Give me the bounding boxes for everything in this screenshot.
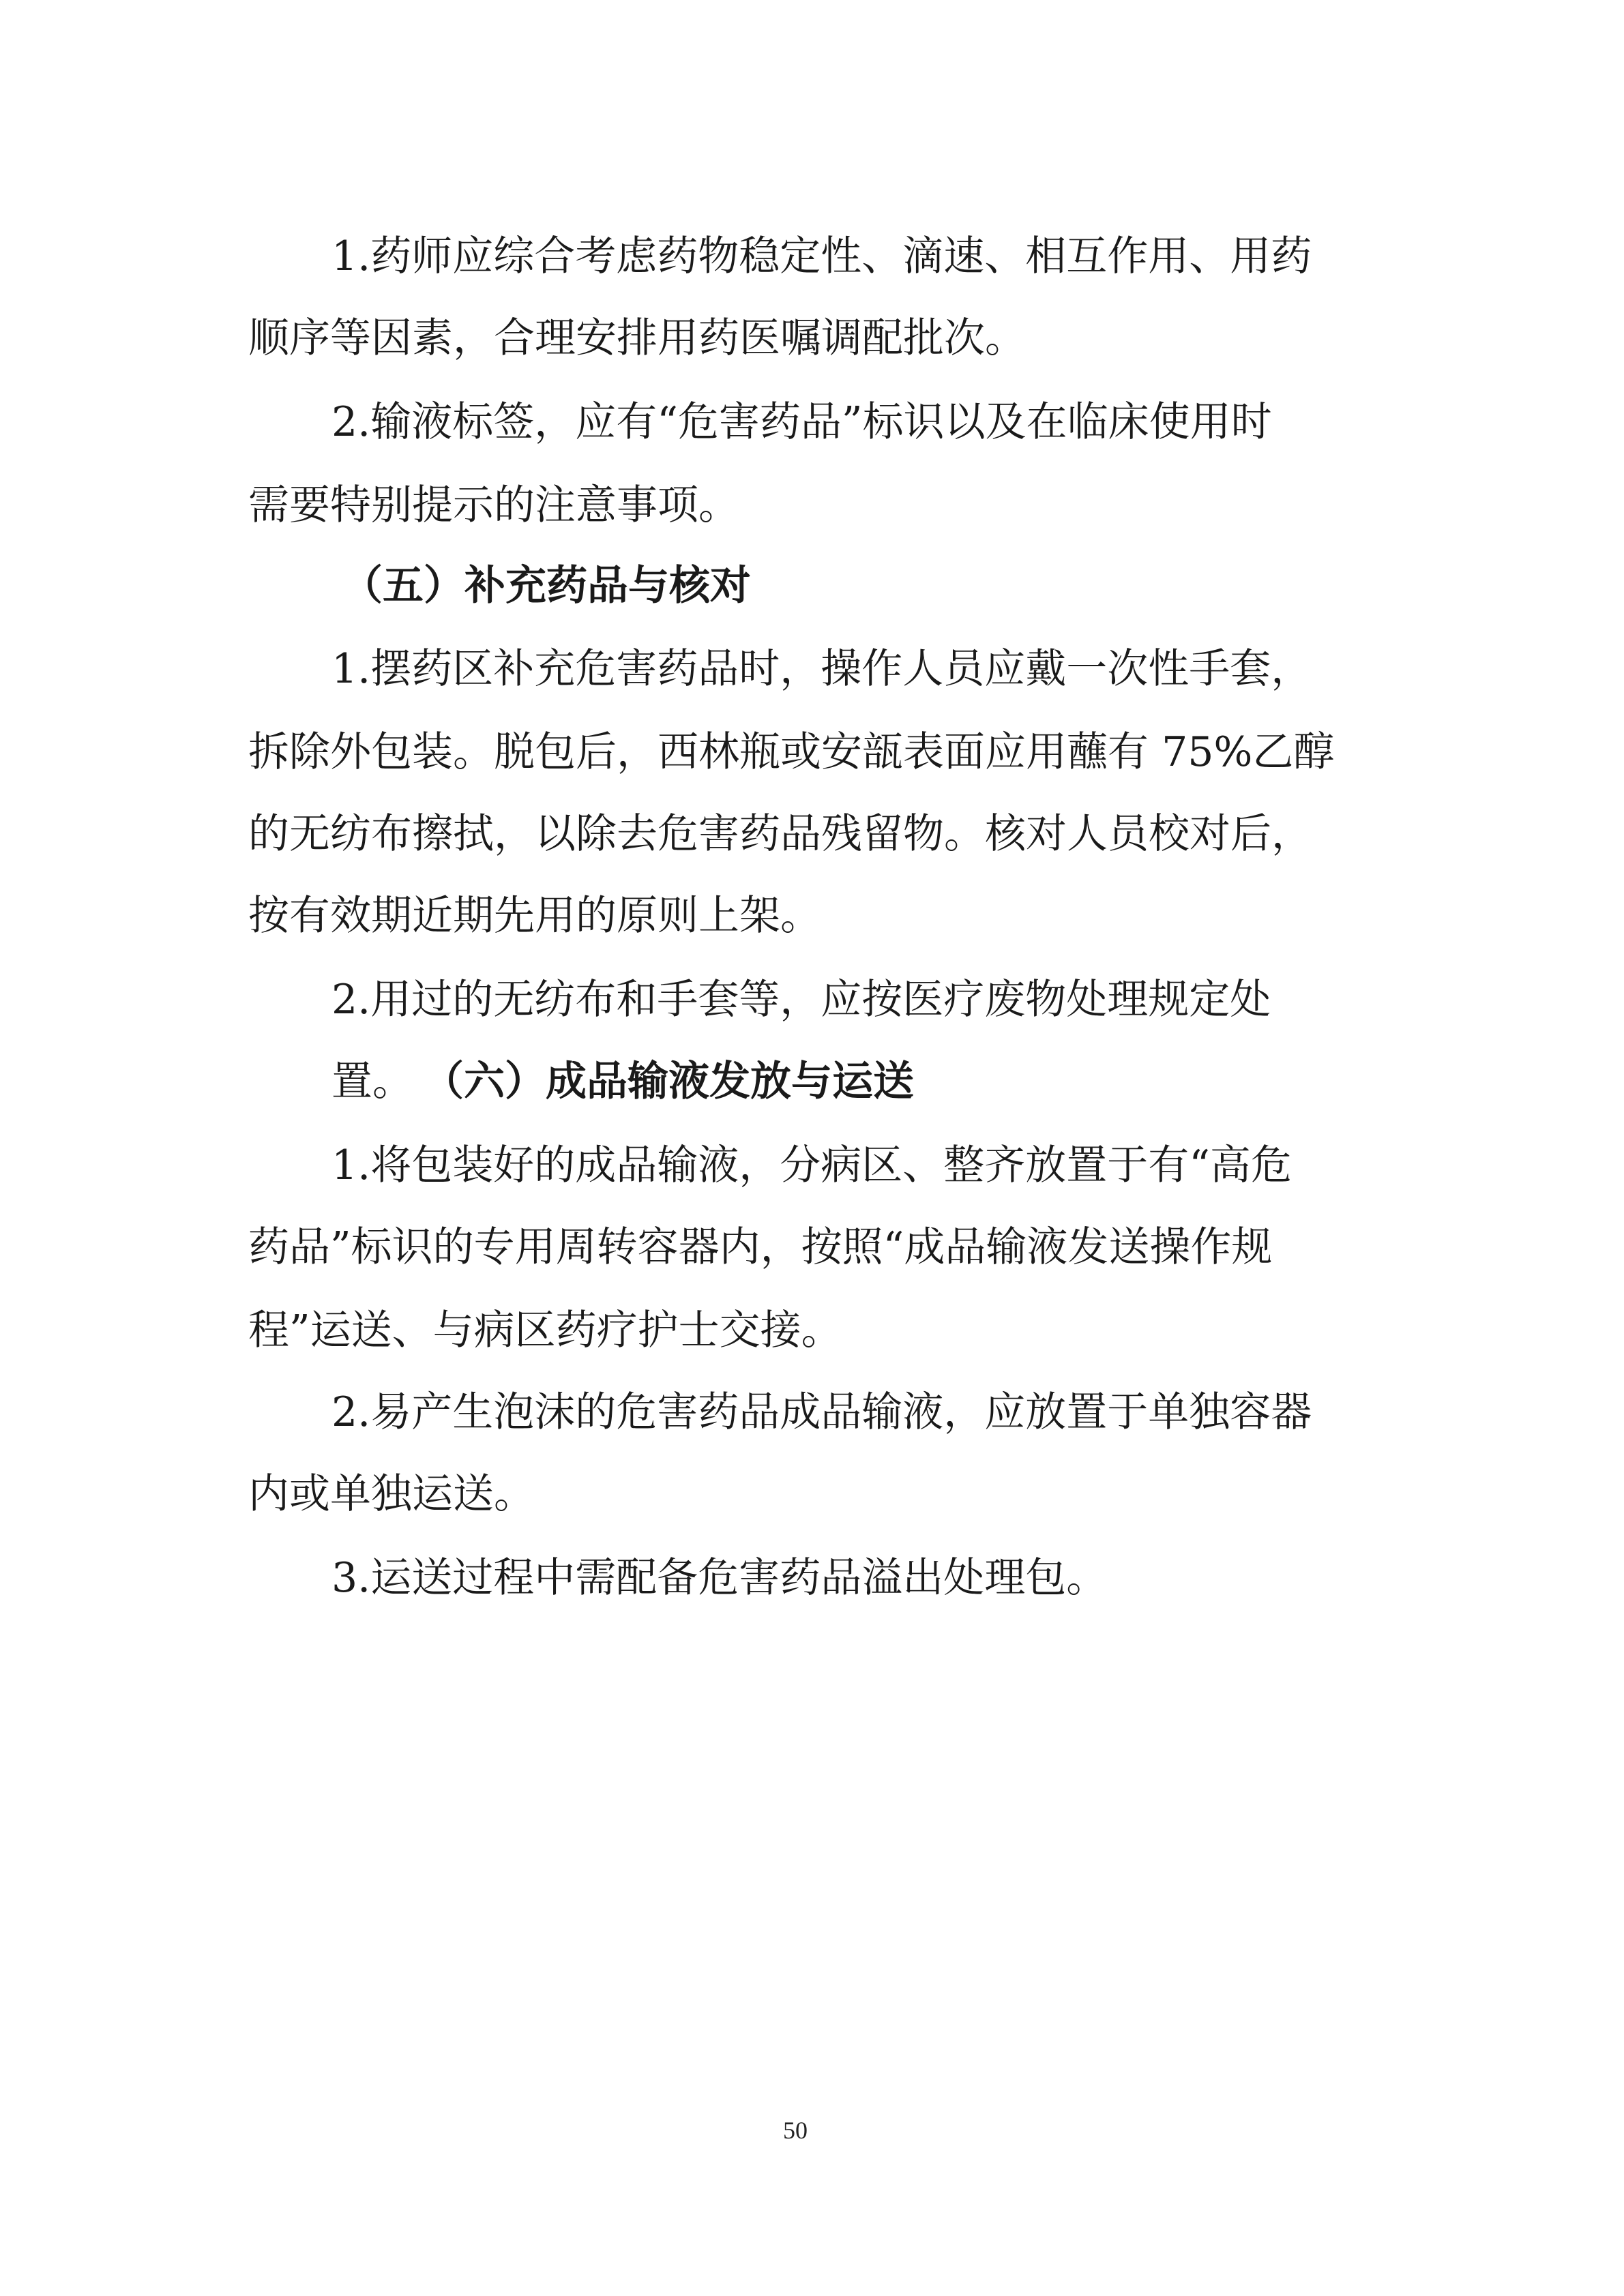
- paragraph-line: 按有效期近期先用的原则上架。: [248, 892, 821, 940]
- paragraph-line: 1.药师应综合考虑药物稳定性、滴速、相互作用、用药: [331, 233, 1312, 280]
- paragraph-line: 拆除外包装。脱包后，西林瓶或安瓿表面应用蘸有 75%乙醇: [248, 728, 1335, 776]
- paragraph-line: 置。: [331, 1058, 413, 1105]
- paragraph-line: 的无纺布擦拭，以除去危害药品残留物。核对人员校对后，: [248, 810, 1312, 858]
- paragraph-line: 1.摆药区补充危害药品时，操作人员应戴一次性手套，: [331, 645, 1312, 693]
- section-heading: （五）补充药品与核对: [342, 562, 751, 610]
- paragraph-line: 内或单独运送。: [248, 1470, 535, 1518]
- section-heading: （六）成品输液发放与运送: [423, 1058, 914, 1105]
- page-number: 50: [783, 2117, 808, 2144]
- paragraph-line: 2.输液标签，应有“危害药品”标识以及在临床使用时: [331, 398, 1272, 446]
- paragraph-line: 3.运送过程中需配备危害药品溢出处理包。: [331, 1554, 1108, 1602]
- paragraph-line: 2.易产生泡沫的危害药品成品输液，应放置于单独容器: [331, 1388, 1312, 1436]
- paragraph-line: 1.将包装好的成品输液，分病区、整齐放置于有“高危: [331, 1142, 1292, 1189]
- paragraph-line: 药品”标识的专用周转容器内，按照“成品输液发送操作规: [248, 1223, 1273, 1271]
- paragraph-line: 需要特别提示的注意事项。: [248, 481, 739, 529]
- paragraph-line: 顺序等因素，合理安排用药医嘱调配批次。: [248, 314, 1026, 362]
- paragraph-line: 2.用过的无纺布和手套等，应按医疗废物处理规定处: [331, 976, 1271, 1024]
- paragraph-line: 程”运送、与病区药疗护士交接。: [248, 1307, 842, 1354]
